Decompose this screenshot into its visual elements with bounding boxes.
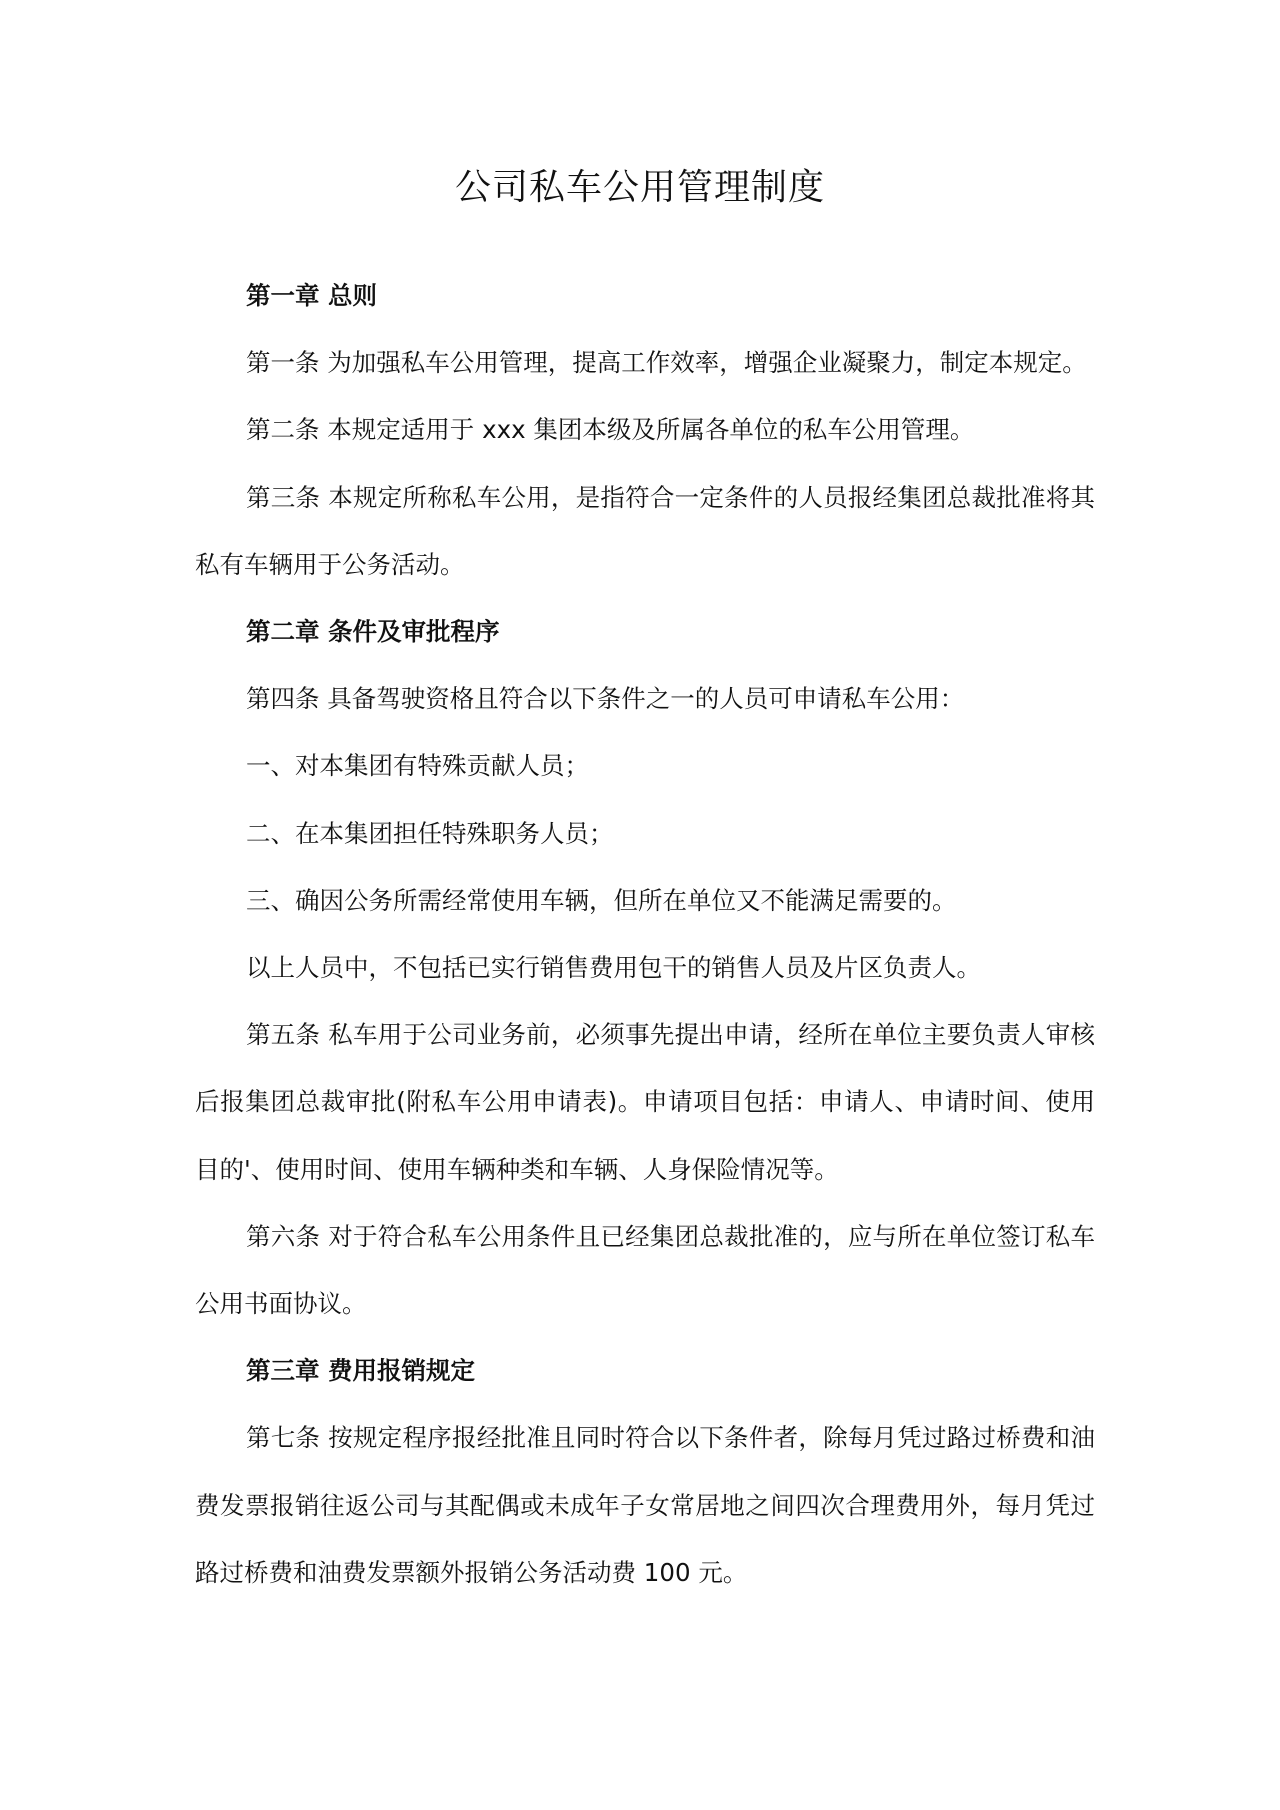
chapter-heading-2: 第二章 条件及审批程序 [246,617,500,647]
article-3: 第三条 本规定所称私车公用，是指符合一定条件的人员报经集团总裁批准将其私有车辆用于公务活动。 [195,482,1095,579]
article-6: 第六条 对于符合私车公用条件且已经集团总裁批准的，应与所在单位签订私车公用书面协议。 [195,1221,1095,1319]
exclusion-note: 以上人员中，不包括已实行销售费用包干的销售人员及片区负责人。 [246,953,981,983]
list-item-1: 一、对本集团有特殊贡献人员； [246,751,589,781]
document-body [195,262,1095,1606]
article-5: 第五条 私车用于公司业务前，必须事先提出申请，经所在单位主要负责人审核后报集团总裁审批(附私车公用申请表)。申请项目包括：申请人、申请时间、使用目的'、使用时间、使用车辆种类和车辆、人身保险情况等。 [195,1020,1095,1184]
article-2: 第二条 本规定适用于 xxx 集团本级及所属各单位的私车公用管理。 [246,415,975,445]
article-4: 第四条 具备驾驶资格且符合以下条件之一的人员可申请私车公用： [246,684,965,714]
article-7: 第七条 按规定程序报经批准且同时符合以下条件者，除每月凭过路过桥费和油费发票报销往返公司与其配偶或未成年子女常居地之间四次合理费用外，每月凭过路过桥费和油费发票额外报销公务活动费 100 元。 [195,1423,1095,1587]
document-title: 公司私车公用管理制度 [454,167,825,208]
article-1: 第一条 为加强私车公用管理，提高工作效率，增强企业凝聚力，制定本规定。 [246,348,1087,378]
chapter-heading-1: 第一章 总则 [246,281,378,310]
list-item-3: 三、确因公务所需经常使用车辆，但所在单位又不能满足需要的。 [246,885,957,915]
chapter-heading-3: 第三章 费用报销规定 [246,1356,476,1386]
list-item-2: 二、在本集团担任特殊职务人员； [246,818,614,848]
